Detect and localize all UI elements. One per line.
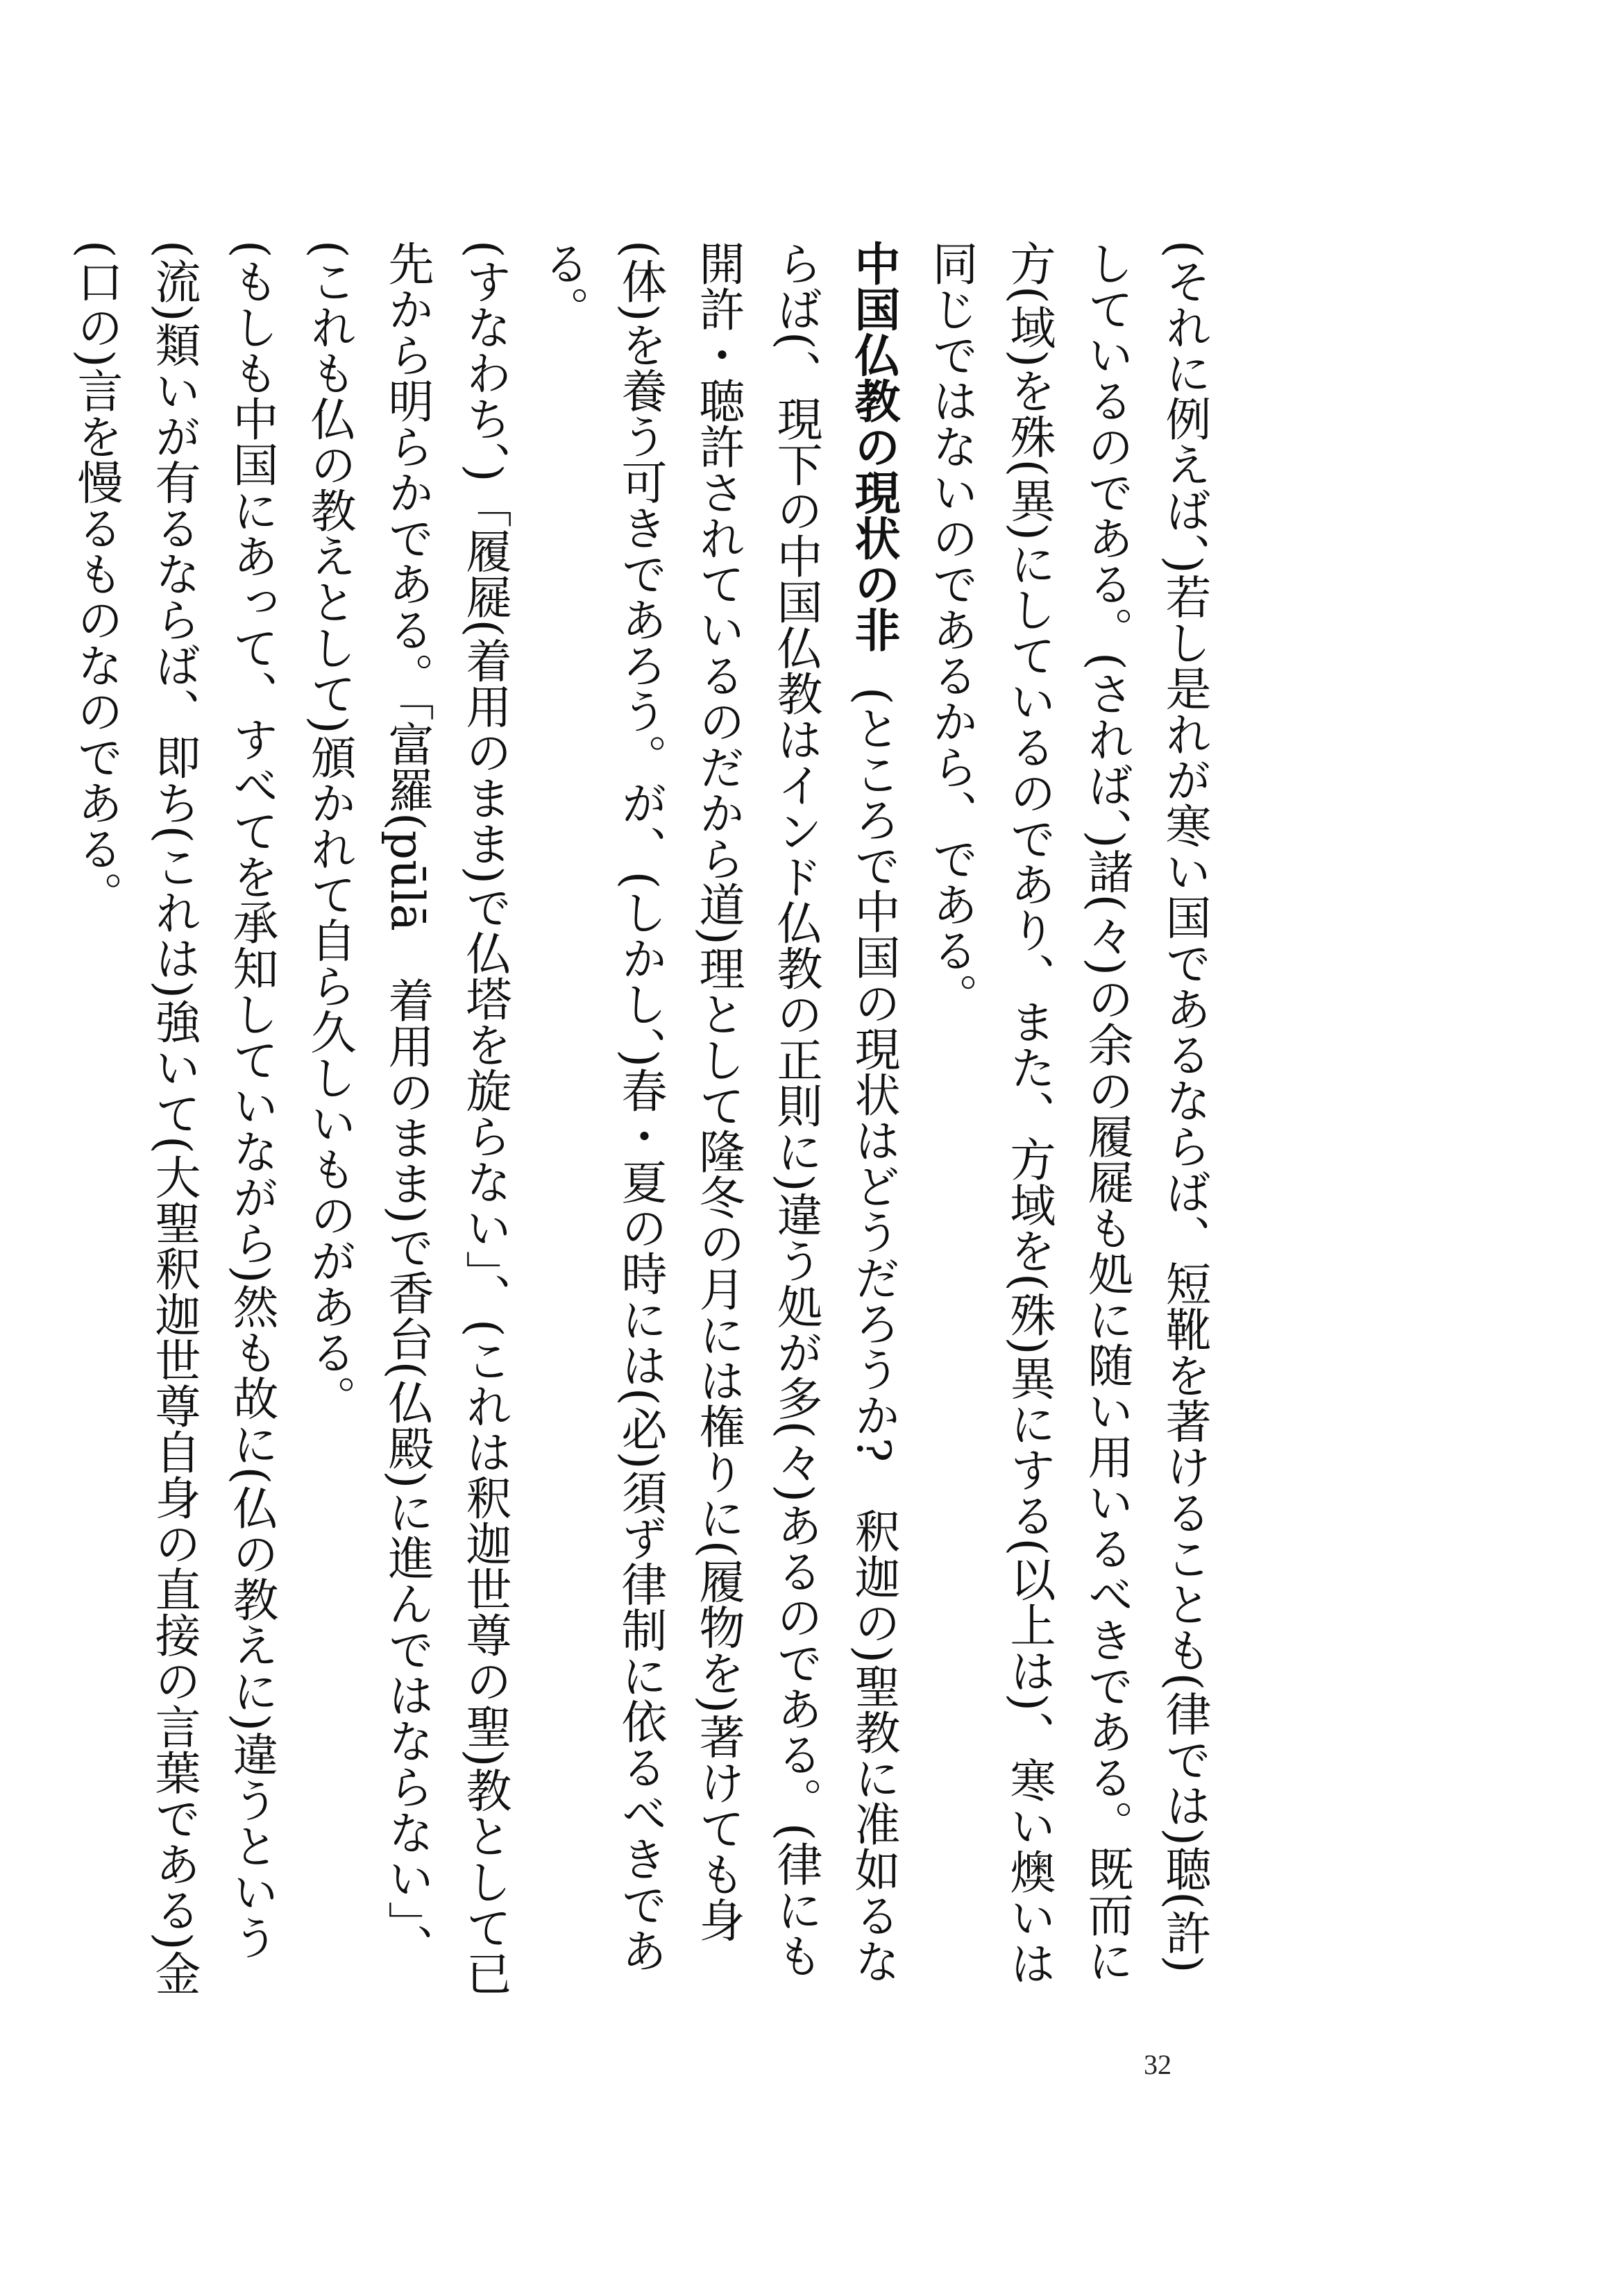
paragraph-4: (もしも中国にあって、すべてを承知していながら)然も故に(仏の教えに)違うという(流)類いが有るならば、即ち(これは)強いて(大聖釈迦世尊自身の直接の言葉である)金(口の)言を慢るものなのである。 bbox=[69, 240, 278, 1996]
paragraph-3: (すなわち、)「履屣(着用のまま)で仏塔を旋らない」、(これは釈迦世尊の聖)教として已先から明らかである。「富羅(pūlā 着用のまま)で香台(仏殿)に進んではならない」、(これも仏の教えとして)頒かれて自ら久しいものがある。 bbox=[303, 240, 511, 1996]
vertical-text-body bbox=[69, 240, 1223, 2016]
paragraph-1: (それに例えば、)若し是れが寒い国であるならば、短靴を著けることも(律では)聴(許)しているのである。(されば、)諸(々)の余の履屣も処に随い用いるべきである。既而に方(域)を殊(異)にしているのであり、また、方域を(殊)異にする(以上は)、寒い燠いは同じではないのであるから、である。 bbox=[924, 240, 1211, 1986]
section-heading: 中国仏教の現状の非 bbox=[847, 240, 900, 652]
page-number: 32 bbox=[1144, 2049, 1172, 2080]
section-paragraph bbox=[523, 240, 912, 2016]
section-body: (ところで中国の現状はどうだろうか? 釈迦の)聖教に准如るならば(、現下の中国仏教はインド仏教の正則に)違う処が多(々)あるのである。(律にも開許・聴許されているのだから道)理として隆冬の月には権りに(履物を)著けても身(体)を養う可きであろう。が、(しかし、)春・夏の時には(必)須ず律制に依るべきである。 bbox=[536, 240, 900, 1984]
